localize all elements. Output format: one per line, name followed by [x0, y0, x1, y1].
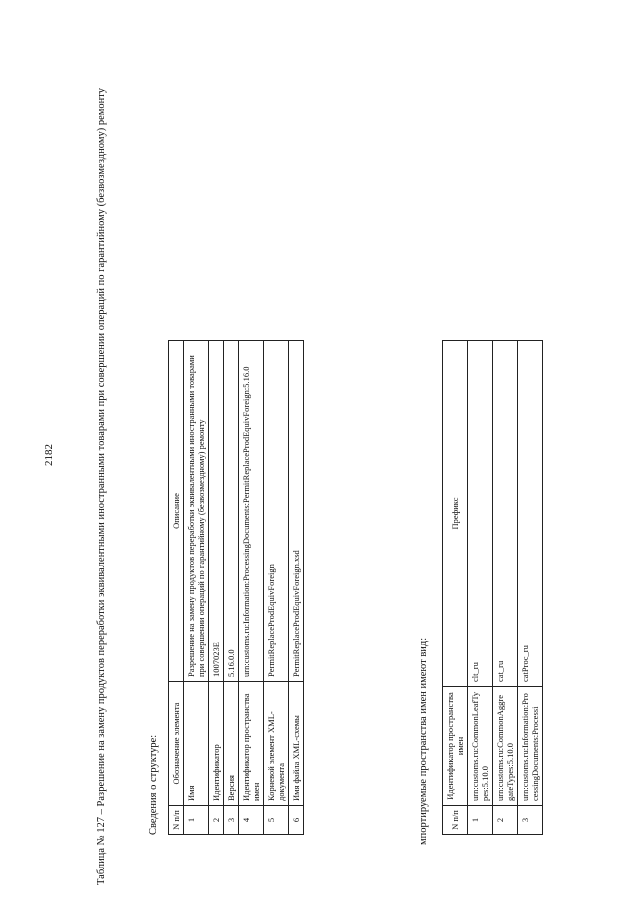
row-description: 1007023E [209, 341, 224, 682]
table-row [224, 341, 239, 835]
row-prefix: catProc_ru [518, 341, 543, 687]
row-namespace: urn:customs.ru:CommonAggregateTypes:5.10.0 [493, 687, 518, 806]
row-namespace: urn:customs.ru:Information:ProcessingDocuments:Processi [518, 687, 543, 806]
table-row [239, 341, 264, 835]
row-description: Разрешение на замену продуктов переработки эквивалентными иностранными товарами при совершении операций по гарантийному (безвозмездному) ремонту [184, 341, 209, 682]
row-number: 4 [239, 806, 264, 835]
row-description: PermitReplaceProdEquivForeign [264, 341, 289, 682]
header-namespace: Идентификатор пространства имен [443, 687, 468, 806]
namespaces-table [442, 340, 543, 835]
table-row [184, 341, 209, 835]
row-prefix: clt_ru [468, 341, 493, 687]
header-n: N п/п [169, 806, 184, 835]
page-number: 2182 [43, 444, 55, 466]
row-description: urn:customs.ru:Information:ProcessingDocuments:PermitReplaceProdEquivForeign:5.16.0 [239, 341, 264, 682]
table-row [289, 341, 304, 835]
table-row [264, 341, 289, 835]
namespaces-header-row [443, 341, 468, 835]
table-row [209, 341, 224, 835]
row-number: 3 [518, 806, 543, 835]
row-element: Имя файла XML-схемы [289, 682, 304, 806]
structure-header-row [169, 341, 184, 835]
row-element: Идентификатор пространства имен [239, 682, 264, 806]
table-row [468, 341, 493, 835]
row-namespace: urn:customs.ru:CommonLeafTypes:5.10.0 [468, 687, 493, 806]
table-caption: Таблица № 127 – Разрешение на замену продуктов переработки эквивалентными иностранными товарами при совершении операций по гарантийному (безвозмездному) ремонту [96, 88, 107, 885]
row-number: 5 [264, 806, 289, 835]
row-description: 5.16.0.0 [224, 341, 239, 682]
table-row [518, 341, 543, 835]
row-number: 2 [493, 806, 518, 835]
row-number: 2 [209, 806, 224, 835]
header-prefix: Префикс [443, 341, 468, 687]
row-number: 1 [468, 806, 493, 835]
header-n: N п/п [443, 806, 468, 835]
header-description: Описание [169, 341, 184, 682]
namespaces-heading: мпортируемые пространства имен имеют вид: [418, 637, 429, 845]
row-number: 1 [184, 806, 209, 835]
structure-table [168, 340, 304, 835]
row-number: 3 [224, 806, 239, 835]
row-description: PermitReplaceProdEquivForeign.xsd [289, 341, 304, 682]
row-element: Имя [184, 682, 209, 806]
row-element: Версия [224, 682, 239, 806]
header-element: Обозначение элемента [169, 682, 184, 806]
structure-heading: Сведения о структуре: [148, 734, 159, 835]
row-element: Идентификатор [209, 682, 224, 806]
row-element: Корневой элемент XML-документа [264, 682, 289, 806]
row-number: 6 [289, 806, 304, 835]
row-prefix: cat_ru [493, 341, 518, 687]
table-row [493, 341, 518, 835]
